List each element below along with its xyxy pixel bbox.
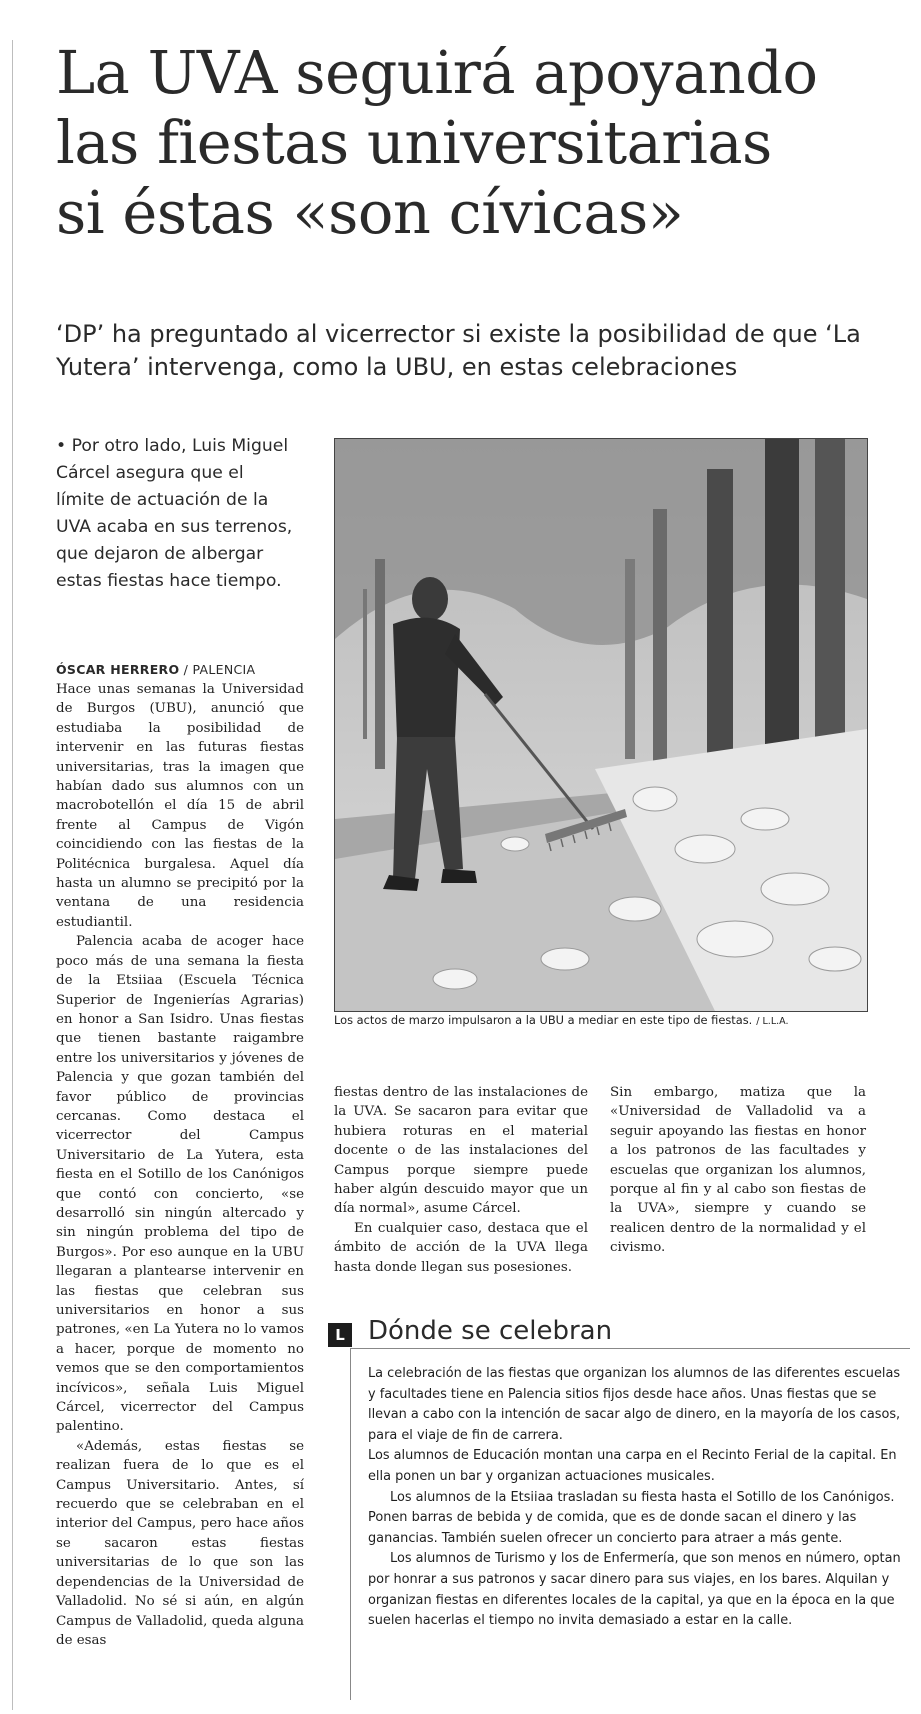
article-paragraph: En cualquier caso, destaca que el ámbito de acción de la UVA llega hasta donde llegan sus posesiones. — [334, 1220, 588, 1275]
article-column-2 — [334, 1083, 588, 1277]
byline-place: PALENCIA — [192, 662, 256, 677]
headline-line-2: las fiestas universitarias — [56, 108, 772, 177]
article-paragraph: Hace unas semanas la Universidad de Burgos (UBU), anunció que estudiaba la posibilidad de intervenir en las futuras fiestas universitarias, tras la imagen que habían dado sus alumnos con un macrobotellón el día 15 de abril frente al Campus de Vigón coincidiendo con las fiestas de la Politécnica burgalesa. Aquel día hasta un alumno se precipitó por la ventana de una residencia estudiantil. — [56, 682, 304, 930]
headline — [56, 38, 876, 248]
article-paragraph: Palencia acaba de acoger hace poco más de una semana la fiesta de la Etsiiaa (Escuela Técnica Superior de Ingenierías Agrarias) en honor a San Isidro. Unas fiestas que tienen bastante raigambre entre los universitarios y jóvenes de Palencia y que gozan también del favor público de provincias cercanas. Como destaca el vicerrector del Campus Universitario de La Yutera, esta fiesta en el Sotillo de los Canónigos que contó con concierto, «se desarrolló sin ningún altercado y sin ningún problema del tipo de Burgos». Por eso aunque en la UBU llegaran a plantearse intervenir en las fiestas que celebran sus universitarios en honor a sus patrones, «en La Yutera no lo vamos a hacer, porque de momento no vemos que se den comportamientos incívicos», señala Luis Miguel Cárcel, vicerrector del Campus palentino. — [56, 934, 304, 1435]
caption-text: Los actos de marzo impulsaron a la UBU a mediar en este tipo de fiestas. — [334, 1013, 753, 1027]
byline-separator: / — [179, 662, 193, 677]
headline-line-3: si éstas «son cívicas» — [56, 178, 684, 247]
article-paragraph: «Además, estas fiestas se realizan fuera de lo que es el Campus Universitario. Antes, sí recuerdo que se celebraban en el interior del Campus, pero hace años se sacaron estas fiestas universitarias de lo que son las dependencias de la Universidad de Valladolid. No sé si aún, en algún Campus de Valladolid, queda alguna de esas — [56, 1438, 304, 1648]
article-paragraph: Sin embargo, matiza que la «Universidad de Valladolid va a seguir apoyando las fiestas en honor a los patronos de las facultades y escuelas que organizan los alumnos, porque al fin y al cabo son fiestas de la UVA», siempre y cuando se realicen dentro de la normalidad y el civismo. — [610, 1085, 866, 1256]
byline-author: ÓSCAR HERRERO — [56, 662, 180, 677]
photo-caption — [334, 1013, 894, 1027]
sidebar-paragraph: Los alumnos de Educación montan una carpa en el Recinto Ferial de la capital. En ella ponen un bar y organizan actuaciones musicales. — [368, 1448, 897, 1484]
headline-line-1: La UVA seguirá apoyando — [56, 38, 818, 107]
section-logo-icon: L — [328, 1323, 352, 1347]
sidebar-left-rule — [350, 1348, 351, 1700]
byline — [56, 662, 296, 677]
sidebar-body — [368, 1364, 908, 1632]
left-column-rule — [12, 40, 13, 1710]
sidebar-title: Dónde se celebran — [368, 1316, 613, 1346]
photo-credit: / L.L.A. — [756, 1016, 789, 1027]
sidebar-top-rule — [350, 1348, 910, 1349]
subheadline: ‘DP’ ha preguntado al vicerrector si existe la posibilidad de que ‘La Yutera’ intervenga, como la UBU, en estas celebraciones — [56, 320, 861, 381]
sidebar-paragraph: Los alumnos de la Etsiiaa trasladan su fiesta hasta el Sotillo de los Canónigos. Ponen barras de bebida y de comida, que es de donde sacan el dinero y las ganancias. También suelen ofrecer un concierto para atraer a más gente. — [368, 1489, 895, 1546]
sidebar-box — [328, 1316, 901, 1702]
photo-illustration — [335, 439, 867, 1011]
sidebar-paragraph: La celebración de las fiestas que organizan los alumnos de las diferentes escuelas y facultades tiene en Palencia sitios fijos desde hace años. Unas fiestas que se llevan a cabo con la intención de sacar algo de dinero, en la mayoría de los casos, para el viaje de fin de carrera. — [368, 1366, 901, 1443]
sidebar-paragraph: Los alumnos de Turismo y los de Enfermería, que son menos en número, optan por honrar a sus patronos y sacar dinero para sus viajes, en los bares. Alquilan y organizan fiestas en diferentes locales de la capital, ya que en la época en la que suelen hacerlas el tiempo no invita demasiado a estar en la calle. — [368, 1551, 901, 1629]
pull-quote: • Por otro lado, Luis Miguel Cárcel asegura que el límite de actuación de la UVA acaba en sus terrenos, que dejaron de albergar estas fiestas hace tiempo. — [56, 436, 293, 591]
article-column-1 — [56, 680, 304, 1650]
article-column-3 — [610, 1083, 866, 1258]
article-paragraph: fiestas dentro de las instalaciones de la UVA. Se sacaron para evitar que hubiera roturas en el material docente o de las instalaciones del Campus porque siempre puede haber algún descuido mayor que un día normal», asume Cárcel. — [334, 1085, 588, 1217]
news-photo — [334, 438, 868, 1012]
